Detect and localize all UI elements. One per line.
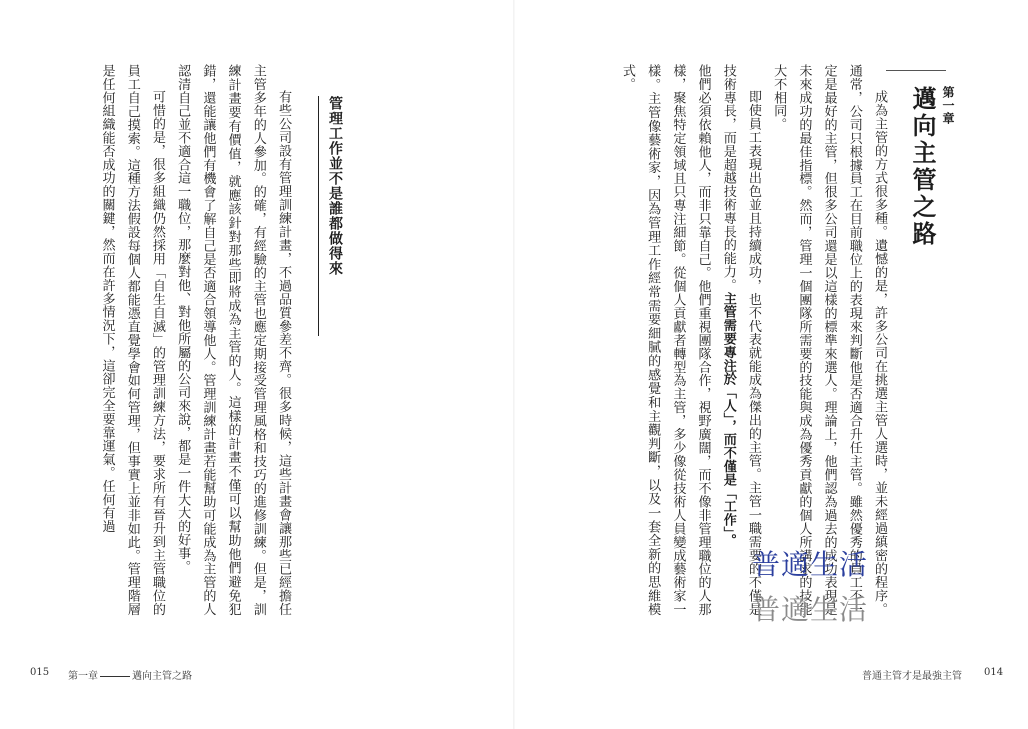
left-paragraph-1: 有些公司設有管理訓練計畫，不過品質參差不齊。很多時候，這些計畫會讓那些已經擔任主管多年的人參加。的確，有經驗的主管也應定期接受管理風格和技巧的進修訓練。但是，訓練計畫要有價值，就應該針對那些即將成為主管的人。這樣的計畫不僅可以幫助他們避免犯錯，還能讓他們有機會了解自己是否適合領導他人。管理訓練計畫若能幫助可能成為主管的人認清自己並不適合這一職位，那麼對他、對他所屬的公司來說，都是一件大大的好事。 (175, 64, 291, 616)
right-running-head: 普通主管才是最強主管 (862, 671, 962, 682)
left-page-number: 015 (30, 667, 50, 678)
watermark-blue: 普適生活 (752, 548, 869, 581)
chapter-label: 第一章 (941, 86, 955, 125)
right-paragraph-3: 他們必須依賴他人，而非只靠自己。他們重視團隊合作，視野廣闊，而不像非管理職位的人那樣，聚焦特定領域且只專注細節。從個人貢獻者轉型為主管，多少像從技術人員變成藝術家一樣。主管像藝術家，因為管理工作經常需要細膩的感覺和主觀判斷，以及一套全新的思維模式。 (619, 64, 711, 616)
left-running-title: 邁向主管之路 (132, 671, 192, 682)
right-paragraph-2-text: 即使員工表現出色並且持續成功，也不代表就能成為傑出的主管。主管一職需要的不僅是技術專長，而是超越技術專長的能力。 (720, 64, 761, 616)
left-page-body (62, 64, 296, 616)
watermark-grey: 普適生活 (752, 593, 869, 626)
chapter-heading (905, 86, 957, 286)
left-running-head (68, 667, 192, 682)
page-fold (513, 0, 515, 729)
chapter-title: 邁向主管之路 (908, 86, 936, 248)
left-paragraph-2: 可惜的是，很多組織仍然採用「自生自滅」的管理訓練方法，要求所有晉升到主管職位的員工自己摸索。這種方法假設每個人都能憑直覺學會如何管理，但事實上並非如此。管理階層是任何組織能否成功的關鍵，然而在許多情況下，這卻完全要靠運氣。任何有過 (99, 64, 165, 616)
right-page-body (592, 64, 892, 616)
right-paragraph-1: 成為主管的方式很多種。遺憾的是，許多公司在挑選主管人選時，並未經過縝密的程序。通常，公司只根據員工在目前職位上的表現來判斷他是否適合升任主管。雖然優秀的員工不一定是最好的主管，但很多公司還是以這樣的標準來選人。理論上，他們認為過去的成功表現是未來成功的最佳指標。然而，管理一個團隊所需要的技能與成為優秀貢獻的個人所講求的技能大不相同。 (771, 64, 887, 616)
running-head-rule (100, 676, 130, 677)
chapter-rule (886, 70, 946, 71)
right-page-number: 014 (984, 667, 1004, 678)
section-heading: 管理工作並不是誰都做得來 (318, 96, 345, 336)
right-paragraph-2 (716, 64, 766, 616)
bold-emphasis-1: 主管需要專注於「人」，而不僅是「工作」。 (720, 291, 736, 547)
left-running-chapter: 第一章 (68, 671, 98, 682)
